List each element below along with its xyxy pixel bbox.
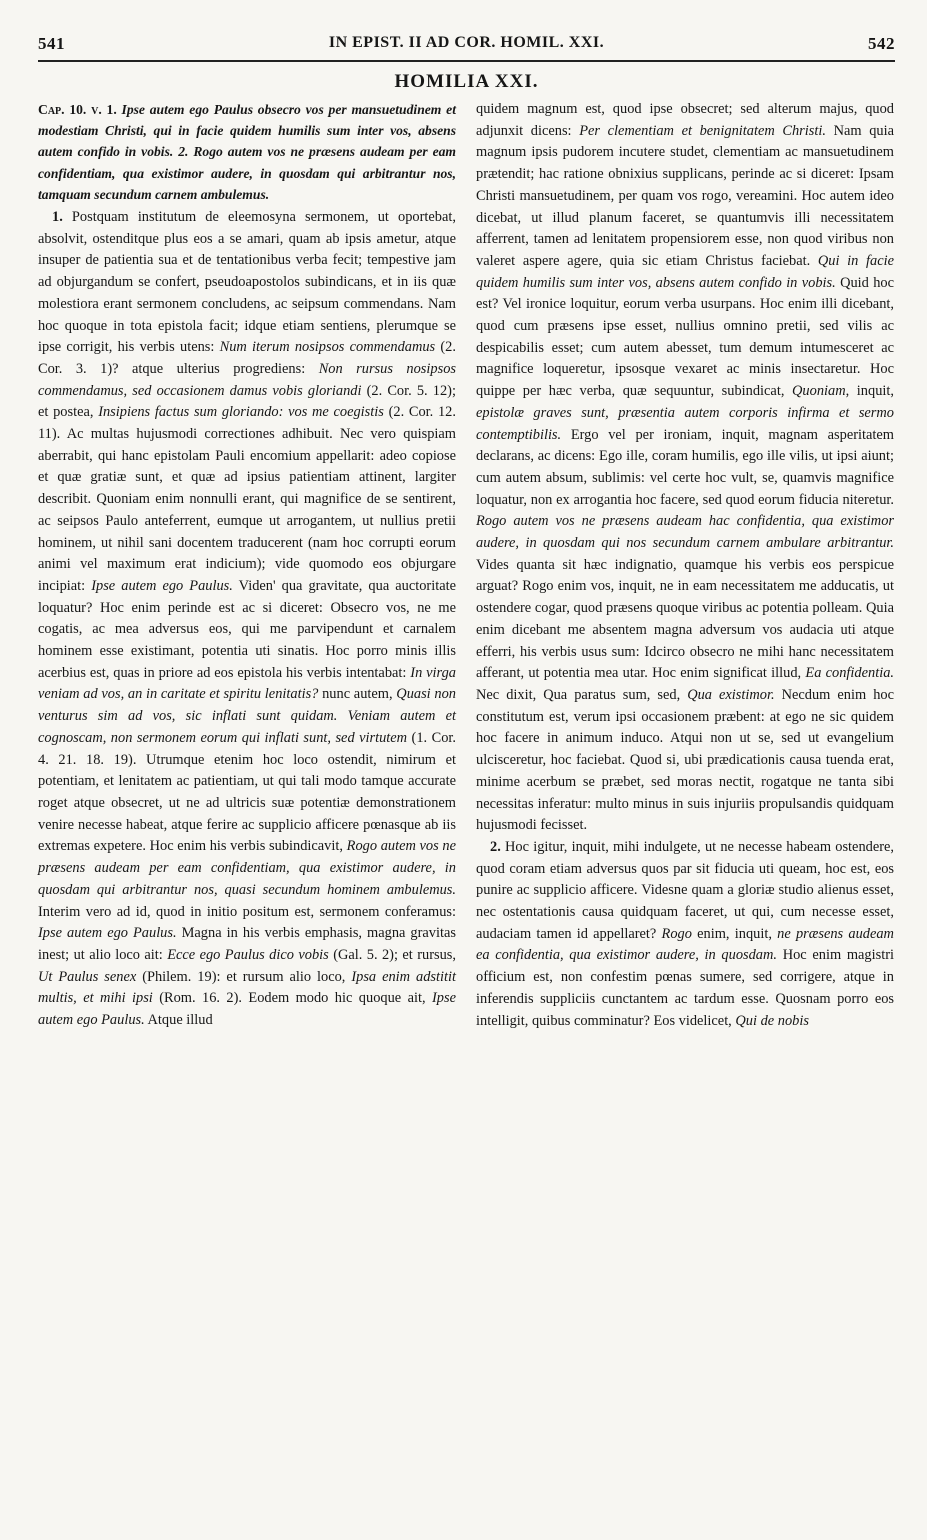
- scripture-quote: epistolæ graves sunt, præsentia autem corporis infirma et sermo contemptibilis.: [476, 404, 894, 443]
- scripture-quote: Insipiens factus sum gloriando: vos me coegistis: [98, 404, 384, 421]
- running-title: IN EPIST. II AD COR. HOMIL. XXI.: [328, 34, 605, 51]
- text-run: Vides quanta sit hæc indignatio, quamque his verbis eos perspicue arguat? Rogo enim vos, inquit, ne in eam necessitatem me adducatis, ut ostendere cogar, quod præsens quoque viribus ac potentia polleam. Quia enim dicebant me absentem magna adversum vos audacia uti atque efferri, his verbis usus sum: Idcirco obsecro ne mihi hanc necessitatem afferant, ut potentia mea utar. Hoc enim significat illud,: [476, 556, 894, 682]
- text-run: Hoc igitur, inquit, mihi indulgete, ut ne necesse habeam ostendere, quod coram etiam adversus quos par sit fiducia uti queam, hoc est, eos punire ac supplicio afficere. Videsne quam a gloriæ studio alienus esset, nec ostentationis causa quidquam faceret, ut qui, cum necesse esset, audaciam tamen id appellaret?: [476, 838, 894, 942]
- summary-text: Ipse autem ego Paulus obsecro vos per mansuetudinem et modestiam Christi, qui in facie quidem humilis sum inter vos, absens autem confido in vobis. 2. Rogo autem vos ne præsens audeam per eam confidentiam, qua existimor audere, in quosdam qui arbitrantur nos, tamquam secundum carnem ambulemus.: [38, 102, 456, 202]
- text-run: (Gal. 5. 2); et rursus,: [333, 946, 456, 963]
- chapter-reference: Cap. 10. v. 1.: [38, 102, 117, 117]
- text-run: Nec dixit, Qua paratus sum, sed,: [476, 686, 681, 703]
- scripture-quote: Num iterum nosipsos commendamus: [219, 339, 436, 356]
- scripture-quote: Qui de nobis: [735, 1012, 809, 1029]
- text-run: Nam quia magnum ipsis pudorem incutere studet, clementiam ac mansuetudinem prætendit; hac ratione obnixius supplicans, perinde ac si diceret: Ipsam Christi mansuetudinem, per quam vos rogo, vereamini. Hoc autem ideo dicebat, ut illud planum faceret, se quantumvis illi necessitatem afferrent, tamen ad lenitatem propensiorem esse, non quod viribus non valeret aspere agere, quia sic etiam Christus faciebat.: [476, 122, 894, 269]
- right-column: [476, 99, 894, 1032]
- text-run: (2. Cor. 3. 1)? atque ulterius progrediens:: [38, 339, 456, 377]
- header-rule: [38, 60, 895, 62]
- text-columns: [38, 99, 895, 1032]
- text-run: Magna in his verbis emphasis, magna gravitas inest; ut alio loco ait:: [38, 925, 456, 963]
- text-run: Necdum enim hoc constitutum est, verum ipsi occasionem præbent: at ego ne sic quidem hoc facere in animum induco. Atqui non ut se, sed ut evangelium ulcisceretur, hoc faciebat. Quod si, ubi prædicationis causa tuenda erat, minime acerbum se præbet, sed moras nectit, rogatque ne tanta sibi necessitas inferatur: multo minus in suis injuriis propulsandis quidquam hujusmodi fecisset.: [476, 686, 894, 834]
- scripture-quote: Ea confidentia.: [805, 665, 894, 682]
- page-number-right: 542: [868, 34, 895, 53]
- left-column: [38, 99, 456, 1032]
- text-run: (Rom. 16. 2). Eodem modo hic quoque ait,: [159, 990, 426, 1007]
- text-run: enim, inquit,: [697, 925, 772, 942]
- chapter-summary: [38, 99, 456, 205]
- paragraph-1-continued: [476, 99, 894, 837]
- text-run: nunc autem,: [322, 686, 393, 703]
- text-run: Viden' qua gravitate, qua auctoritate loquatur? Hoc enim perinde est ac si diceret: Obsecro vos, ne me cogatis, ac mea adversus eos, qui me parvipendunt et carnalem hominem esse existimant, potentia uti sinatis. Hoc porro minis illis acerbius est, quas in priore ad eos epistola his verbis intentabat:: [38, 577, 456, 681]
- text-run: (2. Cor. 5. 12); et postea,: [38, 382, 456, 421]
- scripture-quote: Quoniam: [792, 383, 846, 400]
- running-head: [38, 0, 895, 60]
- text-run: (2. Cor. 12. 11). Ac multas hujusmodi correctiones adhibuit. Nec vero quispiam aberrabit, qui hanc epistolam Pauli encomium appellarit: adeo copiose et quæ gratiæ sunt, et quæ ad ipsius patientiam attinent, largiter describit. Quoniam enim nonnulli erant, qui magnifice de se sentirent, ac seipsos Paulo anteferrent, eumque ut arrogantem, ut nullius pretii hominem, ut nihil sani docentem traducerent (nam hoc corrupti eorum animi vel maximum erat indicium); vide quomodo eos objurgare incipiat:: [38, 404, 456, 594]
- text-run: Ergo vel per ironiam, inquit, magnam asperitatem declarans, ac dicens: Ego ille, coram humilis, ego ille vilis, ut ipsi aiunt; cum autem absum, sublimis: vel certe hoc vult, se, quamvis magnifice loquatur, non ex arrogantia hoc facere, sed quod eorum fiducia niteretur.: [476, 426, 894, 508]
- text-run: Interim vero ad id, quod in initio positum est, sermonem conferamus:: [38, 903, 456, 920]
- scripture-quote: Rogo autem vos ne præsens audeam hac confidentia, qua existimor audere, in quosdam qui nos secundum carnem ambulare arbitrantur.: [476, 513, 894, 552]
- text-run: quidem magnum est, quod ipse obsecret; sed alterum majus, quod adjunxit dicens:: [476, 101, 894, 139]
- text-run: Hoc enim magistri officium est, non confestim pœnas sumere, sed corrigere, atque in inferendis suppliciis cunctantem ac tardum esse. Quosnam porro eos intelligit, quibus comminatur? Eos videlicet,: [476, 947, 894, 1029]
- scripture-quote: Per clementiam et benignitatem Christi.: [579, 122, 826, 139]
- scripture-quote: Ut Paulus senex: [38, 968, 137, 985]
- text-run: Atque illud: [147, 1012, 213, 1029]
- text-run: (Philem. 19): et rursum alio loco,: [142, 968, 346, 985]
- text-run: , inquit,: [845, 383, 894, 400]
- scripture-quote: Rogo: [661, 925, 692, 942]
- paragraph-1: [38, 207, 456, 1032]
- text-run: Quid hoc est? Vel ironice loquitur, eorum verba usurpans. Hoc enim illi dicebant, quod cum præsens ipse esset, nullius omnino pretii, sed vilis ac despicabilis esset; cum autem abesset, tum demum intumesceret ac magnifice loqueretur, ipsosque vexaret ac minis insectaretur. Hoc quippe per hæc verba, quæ sequuntur, subindicat,: [476, 274, 894, 400]
- scripture-quote: Quasi non venturus sim ad vos, sic inflati sunt quidam. Veniam autem et cognoscam, non sermonem eorum qui inflati sunt, sed virtutem: [38, 686, 456, 746]
- scripture-quote: Qui in facie quidem humilis sum inter vos, absens autem confido in vobis.: [476, 252, 894, 291]
- section-number-2: 2.: [490, 838, 501, 855]
- scripture-quote: Ecce ego Paulus dico vobis: [167, 946, 329, 963]
- scripture-quote: Non rursus nosipsos commendamus, sed occasionem damus vobis gloriandi: [38, 360, 456, 399]
- homily-title: HOMILIA XXI.: [394, 71, 539, 92]
- scripture-quote: Qua existimor.: [687, 686, 775, 703]
- scripture-quote: Ipsa enim adstitit multis, et mihi ipsi: [38, 968, 456, 1007]
- page-number-left: 541: [38, 34, 65, 53]
- text-run: (1. Cor. 4. 21. 18. 19). Utrumque etenim hoc loco ostendit, nimirum et potentiam, et lenitatem ac patientiam, ut qui tali modo tamque accurate roget atque obsecret, ut ne ad ultricis suæ potentiæ demonstrationem venire necesse habeat, atque ferire ac supplicio afficere pœnasque ab iis extremas expetere. Hoc enim his verbis subindicavit,: [38, 729, 456, 855]
- section-number-1: 1.: [52, 209, 63, 226]
- scripture-quote: ne præsens audeam ea confidentia, qua existimor audere, in quosdam.: [476, 925, 894, 964]
- scripture-quote: Ipse autem ego Paulus.: [38, 925, 177, 942]
- paragraph-2: [476, 837, 894, 1032]
- scripture-quote: Ipse autem ego Paulus.: [91, 577, 233, 594]
- scripture-quote: In virga veniam ad vos, an in caritate et spiritu lenitatis?: [38, 664, 456, 703]
- text-run: Postquam institutum de eleemosyna sermonem, ut oportebat, absolvit, ostenditque plus eos a se amari, quam ab ipsis ametur, atque insuper de patientia sua et de tentationibus verba fecit; tempestive jam ad objurgandum se confert, pseudoapostolos subindicans, et in iis quæ molestiora erant sermonem concludens, ac seipsum commendans. Nam hoc quoque in tota epistola facit; idque etiam sentiens, plerumque se ipse corrigit, his verbis utens:: [38, 209, 456, 356]
- scripture-quote: Rogo autem vos ne præsens audeam per eam confidentiam, qua existimor audere, in quosdam qui arbitrantur nos, quasi secundum hominem ambulemus.: [38, 838, 456, 898]
- scripture-quote: Ipse autem ego Paulus.: [38, 990, 456, 1029]
